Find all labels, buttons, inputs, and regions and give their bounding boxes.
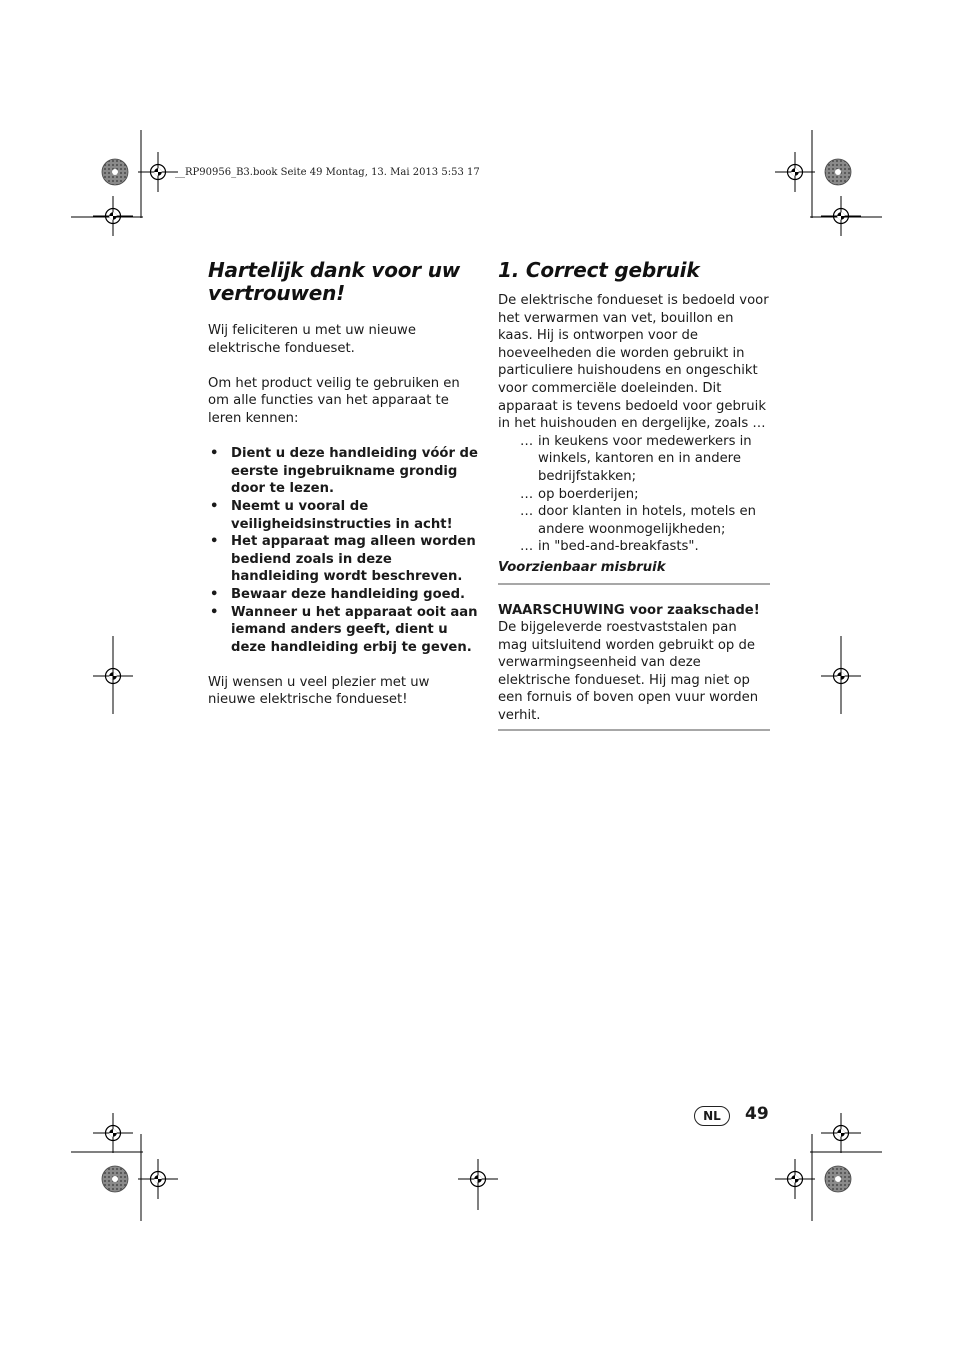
language-badge: NL [694,1106,730,1126]
list-item: … op boerderijen; [498,486,770,504]
use-list [498,433,770,556]
list-item: • Het apparaat mag alleen worden bediend zoals in deze handleiding wordt beschreven. [208,533,480,586]
misuse-subtitle: Voorzienbaar misbruik [498,559,666,575]
left-column [208,259,480,709]
welcome-title: Hartelijk dank voor uw vertrouwen! [208,258,461,305]
list-item: … in "bed-and-breakfasts". [498,538,770,556]
intended-use-paragraph: De elektrische fondueset is bedoeld voor het verwarmen van vet, bouillon en kaas. Hij is ontworpen voor de hoeveelheden die worden gebruikt in particuliere huishoudens en ongeschikt voor commerciële doeleinden. Dit apparaat is tevens bedoeld voor gebruik in het huishouden en dergelijke, zoals … [498,293,769,432]
list-item: • Dient u deze handleiding vóór de eerste ingebruikname grondig door te lezen. [208,445,480,498]
list-item: • Bewaar deze handleiding goed. [208,586,480,604]
usage-paragraph: Om het product veilig te gebruiken en om alle functies van het apparaat te leren kennen: [208,375,460,426]
list-item: • Wanneer u het apparaat ooit aan iemand anders geeft, dient u deze handleiding erbij te geven. [208,604,480,657]
warning-title: WAARSCHUWING voor zaakschade! [498,602,760,618]
divider [498,729,770,731]
intro-paragraph: Wij feliciteren u met uw nieuwe elektrische fondueset. [208,323,416,356]
instruction-list [208,445,480,656]
section-title: 1. Correct gebruik [498,258,700,282]
closing-paragraph: Wij wensen u veel plezier met uw nieuwe elektrische fondueset! [208,674,430,708]
right-column [498,259,770,731]
print-slug: __RP90956_B3.book Seite 49 Montag, 13. Mai 2013 5:53 17 [175,167,480,178]
warning-text: De bijgeleverde roestvaststalen pan mag uitsluitend worden gebruikt op de verwarmingseenheid van deze elektrische fondueset. Hij mag niet op een fornuis of boven open vuur worden verhit. [498,620,759,724]
list-item: … door klanten in hotels, motels en andere woonmogelijkheden; [498,503,770,538]
list-item: • Neemt u vooral de veiligheidsinstructies in acht! [208,498,480,533]
page-number: 49 [745,1104,769,1124]
list-item: … in keukens voor medewerkers in winkels, kantoren en in andere bedrijfstakken; [498,433,770,486]
